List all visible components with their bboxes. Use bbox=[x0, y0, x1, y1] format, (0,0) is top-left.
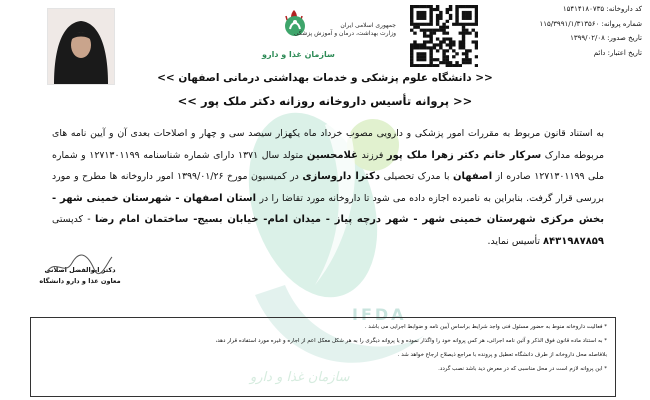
qr-module bbox=[410, 49, 413, 52]
note-item: * این پروانه لازم است در محل مناسبی که در معرض دید باشد نصب گردد. bbox=[438, 366, 607, 372]
qr-module bbox=[459, 64, 462, 67]
qr-module bbox=[459, 32, 462, 35]
qr-module bbox=[468, 14, 471, 17]
qr-module bbox=[462, 14, 465, 17]
qr-module bbox=[410, 8, 413, 11]
qr-module bbox=[462, 17, 465, 20]
qr-module bbox=[420, 11, 423, 14]
qr-module bbox=[462, 35, 465, 38]
qr-module bbox=[429, 17, 432, 20]
qr-module bbox=[449, 40, 452, 43]
qr-module bbox=[455, 61, 458, 64]
qr-module bbox=[449, 46, 452, 49]
qr-module bbox=[455, 11, 458, 14]
qr-module bbox=[462, 26, 465, 29]
qr-module bbox=[426, 35, 429, 38]
qr-module bbox=[462, 43, 465, 46]
qr-module bbox=[429, 61, 432, 64]
qr-module bbox=[449, 43, 452, 46]
qr-module bbox=[426, 5, 429, 8]
qr-module bbox=[429, 40, 432, 43]
qr-module bbox=[452, 23, 455, 26]
qr-module bbox=[429, 49, 432, 52]
qr-module bbox=[436, 23, 439, 26]
qr-module bbox=[426, 29, 429, 32]
qr-module bbox=[475, 20, 478, 23]
qr-module bbox=[446, 11, 449, 14]
qr-module bbox=[410, 11, 413, 14]
pharmacy-location: استان اصفهان - شهرستان خمینی شهر - بخش مرکزی شهرستان خمینی شهر - شهر درچه پیاز - میدان امام- خیابان بسیج- ساختمان امام رضا bbox=[52, 192, 604, 225]
qr-module bbox=[465, 5, 468, 8]
qr-module bbox=[462, 52, 465, 55]
qr-module bbox=[442, 29, 445, 32]
qr-module bbox=[429, 32, 432, 35]
qr-module bbox=[429, 35, 432, 38]
qr-module bbox=[465, 14, 468, 17]
ministry-block bbox=[254, 8, 402, 63]
qr-module bbox=[442, 49, 445, 52]
note-item: بلافاصله محل داروخانه از طرف دانشگاه تعطیل و پرونده با مراجع ذیصلاح ارجاع خواهد شد . bbox=[397, 352, 607, 358]
qr-module bbox=[433, 46, 436, 49]
qr-module bbox=[449, 61, 452, 64]
qr-module bbox=[452, 40, 455, 43]
qr-module bbox=[465, 58, 468, 61]
qr-module bbox=[420, 17, 423, 20]
qr-module bbox=[442, 58, 445, 61]
qr-module bbox=[416, 55, 419, 58]
signer-block bbox=[34, 265, 126, 287]
qr-module bbox=[413, 5, 416, 8]
qr-module bbox=[420, 5, 423, 8]
meta-row-issue-date: تاریخ صدور: ۱۳۹۹/۰۲/۰۸ bbox=[570, 34, 642, 42]
qr-module bbox=[446, 8, 449, 11]
qr-module bbox=[449, 14, 452, 17]
qr-module bbox=[436, 49, 439, 52]
qr-module bbox=[459, 43, 462, 46]
qr-module bbox=[475, 5, 478, 8]
qr-module bbox=[410, 61, 413, 64]
qr-module bbox=[436, 5, 439, 8]
qr-module bbox=[420, 46, 423, 49]
qr-module bbox=[433, 29, 436, 32]
qr-module bbox=[416, 58, 419, 61]
qr-module bbox=[416, 14, 419, 17]
qr-module bbox=[462, 32, 465, 35]
qr-module bbox=[429, 14, 432, 17]
qr-module bbox=[439, 29, 442, 32]
qr-module bbox=[475, 17, 478, 20]
qr-module bbox=[429, 29, 432, 32]
qr-module bbox=[436, 14, 439, 17]
qr-module bbox=[429, 37, 432, 40]
qr-module bbox=[426, 64, 429, 67]
qr-module bbox=[468, 58, 471, 61]
qr-module bbox=[439, 26, 442, 29]
qr-module bbox=[475, 46, 478, 49]
qr-module bbox=[423, 35, 426, 38]
qr-module bbox=[442, 23, 445, 26]
qr-module bbox=[472, 5, 475, 8]
qr-module bbox=[455, 14, 458, 17]
qr-module bbox=[475, 23, 478, 26]
note-item: * به استناد ماده قانون فوق الذکر و آئین نامه اجرائی، هر کس پروانه خود را واگذار نموده و یا پروانه دیگری را به هر شکل معکل اعم از اجاره و غیره مورد استفاده قرار دهد، bbox=[215, 338, 607, 344]
organization-name: سازمان غذا و دارو bbox=[262, 50, 335, 59]
meta-row-license-number: شماره پروانه: ۱۱۵/۳۹۹۱/۱/۳۱۳۵۶۰ bbox=[539, 19, 642, 28]
qr-module bbox=[462, 23, 465, 26]
qr-module bbox=[452, 64, 455, 67]
qr-module bbox=[449, 8, 452, 11]
qr-module bbox=[410, 46, 413, 49]
qr-module bbox=[410, 64, 413, 67]
qr-module bbox=[452, 55, 455, 58]
meta-row-validity: تاریخ اعتبار: دائم bbox=[593, 48, 642, 57]
qr-module bbox=[433, 8, 436, 11]
qr-module bbox=[420, 43, 423, 46]
qr-module bbox=[475, 8, 478, 11]
qr-module bbox=[462, 46, 465, 49]
qr-module bbox=[439, 40, 442, 43]
qr-module bbox=[420, 29, 423, 32]
qr-module bbox=[423, 23, 426, 26]
qr-module bbox=[439, 14, 442, 17]
notes-box bbox=[30, 317, 616, 397]
qr-module bbox=[413, 23, 416, 26]
qr-module bbox=[436, 43, 439, 46]
qr-module bbox=[436, 37, 439, 40]
qr-module bbox=[442, 26, 445, 29]
qr-module bbox=[429, 55, 432, 58]
qr-module bbox=[465, 61, 468, 64]
qr-module bbox=[459, 23, 462, 26]
qr-module bbox=[436, 58, 439, 61]
qr-module bbox=[410, 17, 413, 20]
qr-code[interactable] bbox=[410, 5, 478, 67]
father-name: غلامحسین bbox=[306, 149, 358, 161]
issue-city: اصفهان bbox=[452, 171, 493, 182]
qr-module bbox=[423, 64, 426, 67]
qr-module bbox=[410, 14, 413, 17]
qr-module bbox=[420, 64, 423, 67]
qr-module bbox=[433, 58, 436, 61]
qr-module bbox=[416, 5, 419, 8]
qr-module bbox=[449, 64, 452, 67]
qr-module bbox=[410, 5, 413, 8]
qr-module bbox=[429, 8, 432, 11]
signer-name: دکتر ابوالفضل اصلانی bbox=[44, 266, 116, 274]
qr-module bbox=[446, 43, 449, 46]
qr-module bbox=[429, 58, 432, 61]
qr-module bbox=[420, 55, 423, 58]
qr-module bbox=[459, 5, 462, 8]
qr-module bbox=[462, 5, 465, 8]
qr-module bbox=[429, 11, 432, 14]
qr-module bbox=[446, 37, 449, 40]
qr-module bbox=[413, 64, 416, 67]
qr-module bbox=[465, 29, 468, 32]
qr-module bbox=[472, 23, 475, 26]
qr-module bbox=[423, 32, 426, 35]
qr-module bbox=[439, 43, 442, 46]
qr-module bbox=[475, 32, 478, 35]
qr-module bbox=[426, 46, 429, 49]
qr-module bbox=[423, 46, 426, 49]
qr-module bbox=[465, 49, 468, 52]
qr-module bbox=[426, 23, 429, 26]
qr-module bbox=[410, 58, 413, 61]
qr-module bbox=[455, 52, 458, 55]
qr-module bbox=[439, 61, 442, 64]
qr-module bbox=[455, 64, 458, 67]
qr-module bbox=[416, 23, 419, 26]
qr-module bbox=[446, 64, 449, 67]
qr-module bbox=[449, 37, 452, 40]
qr-module bbox=[462, 40, 465, 43]
qr-module bbox=[449, 5, 452, 8]
qr-module bbox=[465, 55, 468, 58]
signer-role: معاون غذا و دارو دانشگاه bbox=[39, 277, 121, 285]
qr-module bbox=[420, 23, 423, 26]
qr-module bbox=[439, 17, 442, 20]
qr-module bbox=[410, 23, 413, 26]
qr-module bbox=[436, 8, 439, 11]
qr-module bbox=[475, 35, 478, 38]
qr-module bbox=[436, 64, 439, 67]
qr-module bbox=[423, 40, 426, 43]
qr-module bbox=[413, 26, 416, 29]
qr-module bbox=[416, 43, 419, 46]
qr-module bbox=[462, 11, 465, 14]
qr-module bbox=[433, 43, 436, 46]
qr-module bbox=[429, 5, 432, 8]
qr-module bbox=[475, 40, 478, 43]
qr-module bbox=[475, 14, 478, 17]
qr-module bbox=[446, 55, 449, 58]
qr-module bbox=[423, 43, 426, 46]
qr-module bbox=[413, 46, 416, 49]
qr-module bbox=[429, 23, 432, 26]
qr-module bbox=[462, 58, 465, 61]
qr-module bbox=[410, 52, 413, 55]
qr-module bbox=[423, 58, 426, 61]
qr-module bbox=[462, 37, 465, 40]
qr-module bbox=[423, 55, 426, 58]
qr-module bbox=[426, 40, 429, 43]
signature-icon bbox=[42, 251, 116, 281]
qr-module bbox=[442, 37, 445, 40]
qr-module bbox=[442, 61, 445, 64]
qr-module bbox=[429, 46, 432, 49]
qr-module bbox=[439, 11, 442, 14]
qr-module bbox=[439, 46, 442, 49]
qr-module bbox=[465, 11, 468, 14]
qr-module bbox=[413, 32, 416, 35]
qr-module bbox=[475, 64, 478, 67]
qr-module bbox=[468, 11, 471, 14]
qr-module bbox=[465, 17, 468, 20]
qr-module bbox=[416, 26, 419, 29]
qr-module bbox=[462, 61, 465, 64]
license-body: به استناد قانون مربوط به مقررات امور پزشکی و دارویی مصوب خرداد ماه یکهزار سیصد سی و چهار و اصلاحات بعدی آن و آیین نامه های مربوطه مدارک سرکار خانم دکتر زهرا ملک پور فرزند غلامحسین متولد سال ۱۳۷۱ دارای شماره شناسنامه ۱۲۷۱۳۰۱۱۹۹ و شماره ملی ۱۲۷۱۳۰۱۱۹۹ صادره از اصفهان با مدرک تحصیلی دکترا داروسازی در کمیسیون مورخ ۱۳۹۹/۰۱/۲۶ امور داروخانه ها مطرح و مورد بررسی قرار گرفت. بنابراین به نامبرده اجازه داده می شود تا داروخانه مورد تقاضا را در استان اصفهان - شهرستان خمینی شهر - بخش مرکزی شهرستان خمینی شهر - شهر درچه پیاز - میدان امام- خیابان بسیج- ساختمان امام رضا - کدپستی ۸۴۳۱۹۸۷۸۵۹ تأسیس نماید. bbox=[52, 128, 605, 247]
qr-module bbox=[433, 32, 436, 35]
qr-module bbox=[455, 8, 458, 11]
qr-module bbox=[420, 58, 423, 61]
license-meta bbox=[492, 2, 642, 60]
qr-module bbox=[472, 40, 475, 43]
qr-module bbox=[442, 40, 445, 43]
license-title: << پروانه تأسیس داروخانه روزانه دکتر ملک پور >> bbox=[177, 94, 473, 108]
qr-module bbox=[475, 11, 478, 14]
qr-module bbox=[446, 58, 449, 61]
qr-module bbox=[446, 26, 449, 29]
qr-module bbox=[459, 46, 462, 49]
qr-module bbox=[423, 17, 426, 20]
qr-module bbox=[423, 14, 426, 17]
ministry-header: جمهوری اسلامی ایران وزارت بهداشت، درمان و آموزش پزشکی bbox=[293, 22, 396, 37]
qr-module bbox=[455, 20, 458, 23]
qr-module bbox=[429, 52, 432, 55]
qr-module bbox=[455, 17, 458, 20]
qr-module bbox=[416, 52, 419, 55]
qr-module bbox=[459, 40, 462, 43]
qr-module bbox=[455, 23, 458, 26]
qr-module bbox=[420, 14, 423, 17]
qr-module bbox=[472, 29, 475, 32]
qr-module bbox=[413, 43, 416, 46]
qr-module bbox=[416, 64, 419, 67]
qr-module bbox=[468, 5, 471, 8]
note-item: * فعالیت داروخانه منوط به حضور مسئول فنی واجد شرایط براساس آیین نامه و ضوابط اجرایی می باشد . bbox=[364, 324, 607, 330]
qr-module bbox=[452, 43, 455, 46]
qr-module bbox=[436, 20, 439, 23]
qr-module bbox=[468, 17, 471, 20]
qr-module bbox=[410, 20, 413, 23]
qr-module bbox=[468, 49, 471, 52]
qr-module bbox=[442, 32, 445, 35]
qr-module bbox=[413, 40, 416, 43]
degree: دکترا داروسازی bbox=[302, 171, 381, 182]
qr-module bbox=[475, 55, 478, 58]
qr-module bbox=[468, 61, 471, 64]
qr-module bbox=[465, 52, 468, 55]
qr-module bbox=[423, 11, 426, 14]
qr-module bbox=[468, 32, 471, 35]
qr-module bbox=[416, 46, 419, 49]
qr-module bbox=[436, 17, 439, 20]
qr-module bbox=[446, 49, 449, 52]
qr-module bbox=[468, 23, 471, 26]
qr-module bbox=[462, 29, 465, 32]
qr-module bbox=[455, 5, 458, 8]
qr-module bbox=[416, 17, 419, 20]
qr-module bbox=[410, 43, 413, 46]
qr-module bbox=[465, 23, 468, 26]
meta-row-code: کد داروخانه: ۱۵۴۱۴۱۸۰۷۳۵ bbox=[562, 5, 642, 13]
university-heading: << دانشگاه علوم پزشکی و خدمات بهداشتی درمانی اصفهان >> bbox=[157, 72, 493, 84]
qr-module bbox=[475, 43, 478, 46]
qr-module bbox=[442, 52, 445, 55]
qr-module bbox=[423, 52, 426, 55]
qr-module bbox=[433, 64, 436, 67]
qr-module bbox=[442, 55, 445, 58]
qr-module bbox=[429, 20, 432, 23]
qr-module bbox=[446, 20, 449, 23]
watermark-brand: IFDA bbox=[352, 305, 407, 324]
qr-module bbox=[436, 29, 439, 32]
qr-module bbox=[416, 11, 419, 14]
qr-module bbox=[446, 32, 449, 35]
watermark-subtitle: سازمان غذا و دارو bbox=[250, 370, 350, 385]
qr-module bbox=[410, 55, 413, 58]
qr-module bbox=[423, 29, 426, 32]
qr-module bbox=[452, 49, 455, 52]
qr-module bbox=[429, 64, 432, 67]
qr-module bbox=[423, 5, 426, 8]
postal-code: ۸۴۳۱۹۸۷۸۵۹ bbox=[542, 235, 604, 247]
holder-name: سرکار خانم دکتر زهرا ملک پور bbox=[386, 149, 542, 161]
qr-module bbox=[449, 17, 452, 20]
qr-module bbox=[465, 32, 468, 35]
qr-module bbox=[420, 52, 423, 55]
qr-module bbox=[446, 61, 449, 64]
qr-module bbox=[410, 29, 413, 32]
